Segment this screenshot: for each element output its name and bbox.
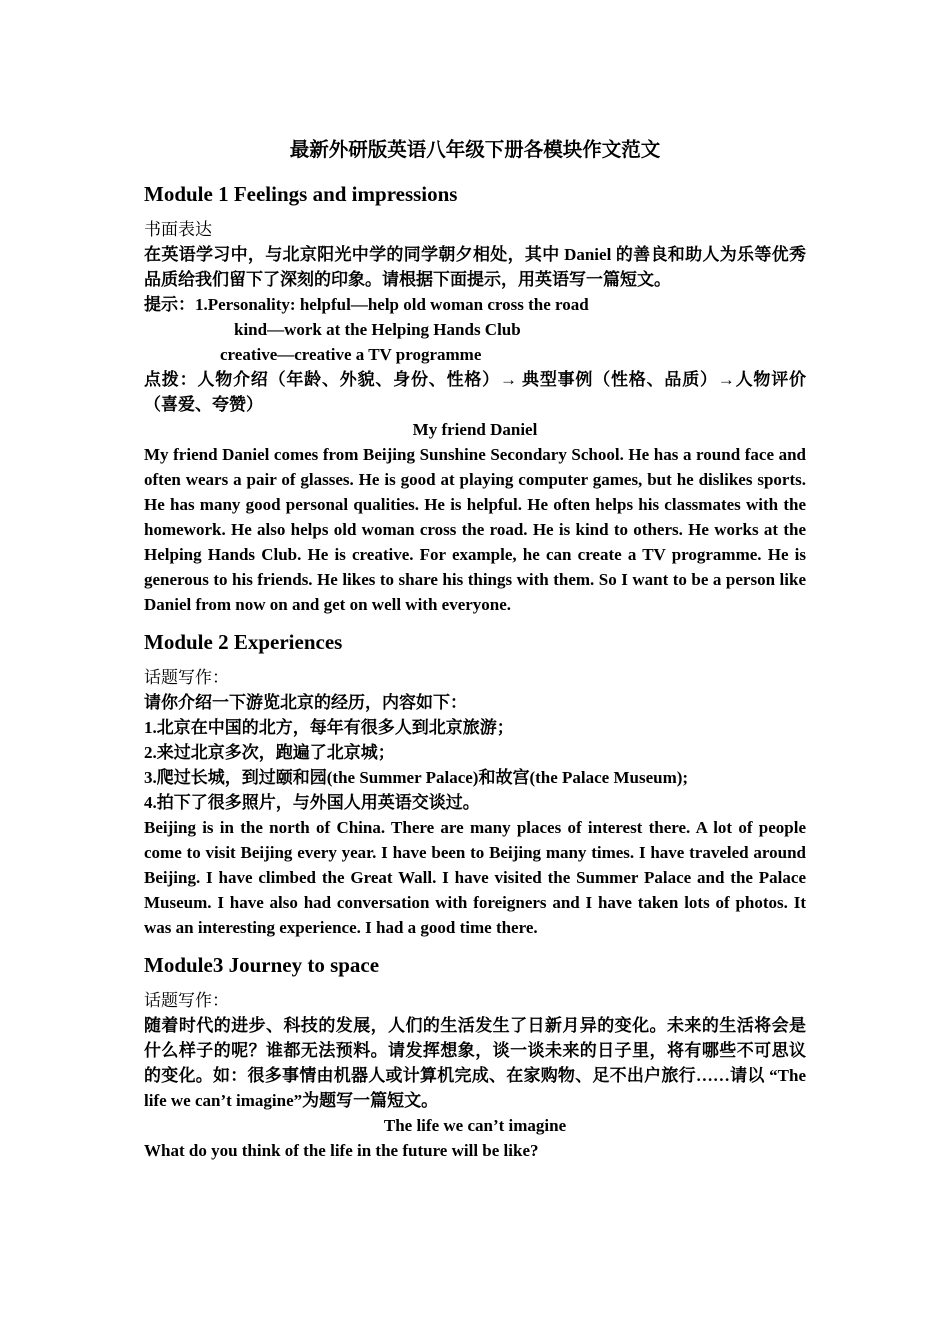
module-1-prompt: 在英语学习中，与北京阳光中学的同学朝夕相处，其中 Daniel 的善良和助人为乐等优秀品质给我们留下了深刻的印象。请根据下面提示，用英语写一篇短文。 (144, 245, 806, 289)
document-title: 最新外研版英语八年级下册各模块作文范文 (289, 140, 661, 161)
module-3-section (144, 950, 806, 1163)
module-1-essay: My friend Daniel comes from Beijing Sunshine Secondary School. He has a round face and often wears a pair of glasses. He is good at playing computer games, but he dislikes sports. He has many good personal qualities. He is helpful. He often helps his classmates with the homework. He also helps old woman cross the road. He is kind to others. He works at the Helping Hands Club. He is creative. For example, he can create a TV programme. He is generous to his friends. He likes to share his things with them. So I want to be a person like Daniel from now on and get on well with everyone. (144, 445, 806, 614)
module-1-heading: Module 1 Feelings and impressions (144, 182, 458, 206)
module-1-hint-3: creative—creative a TV programme (220, 345, 482, 364)
module-2-label: 话题写作： (144, 668, 229, 687)
module-3-essay-first-line: What do you think of the life in the future will be like? (144, 1141, 539, 1160)
document-page (144, 128, 806, 1163)
module-2-essay: Beijing is in the north of China. There are many places of interest there. A lot of people come to visit Beijing every year. I have been to Beijing many times. I have traveled around Beijing. I have climbed the Great Wall. I have visited the Summer Palace and the Palace Museum. I have also had conversation with foreigners and I have taken lots of photos. It was an interesting experience. I had a good time there. (144, 818, 806, 937)
module-2-point-2: 2.来过北京多次，跑遍了北京城； (144, 743, 395, 762)
module-1-tip: 点拨：人物介绍（年龄、外貌、身份、性格）→ 典型事例（性格、品质）→人物评价（喜爱、夸赞） (144, 370, 806, 414)
module-2-intro: 请你介绍一下游览北京的经历，内容如下： (144, 693, 467, 712)
module-3-label: 话题写作： (144, 991, 229, 1010)
module-2-point-1: 1.北京在中国的北方，每年有很多人到北京旅游； (144, 718, 514, 737)
module-1-section (144, 179, 806, 617)
module-2-heading: Module 2 Experiences (144, 630, 343, 654)
module-1-label: 书面表达 (144, 220, 212, 239)
module-2-section (144, 627, 806, 940)
module-3-prompt: 随着时代的进步、科技的发展，人们的生活发生了日新月异的变化。未来的生活将会是什么样子的呢？谁都无法预料。请发挥想象，谈一谈未来的日子里，将有哪些不可思议的变化。如：很多事情由机器人或计算机完成、在家购物、足不出户旅行……请以 “The life we can’t imagine”为题写一篇短文。 (144, 1016, 806, 1110)
module-3-essay-title: The life we can’t imagine (383, 1116, 567, 1135)
module-1-hint-1: 提示：1.Personality: helpful—help old woman cross the road (144, 295, 589, 314)
module-1-essay-title: My friend Daniel (412, 420, 538, 439)
module-2-point-3: 3.爬过长城，到过颐和园(the Summer Palace)和故宫(the Palace Museum); (144, 768, 689, 787)
module-1-hint-2: kind—work at the Helping Hands Club (234, 320, 521, 339)
module-2-point-4: 4.拍下了很多照片，与外国人用英语交谈过。 (144, 793, 480, 812)
module-3-heading: Module3 Journey to space (144, 953, 380, 977)
